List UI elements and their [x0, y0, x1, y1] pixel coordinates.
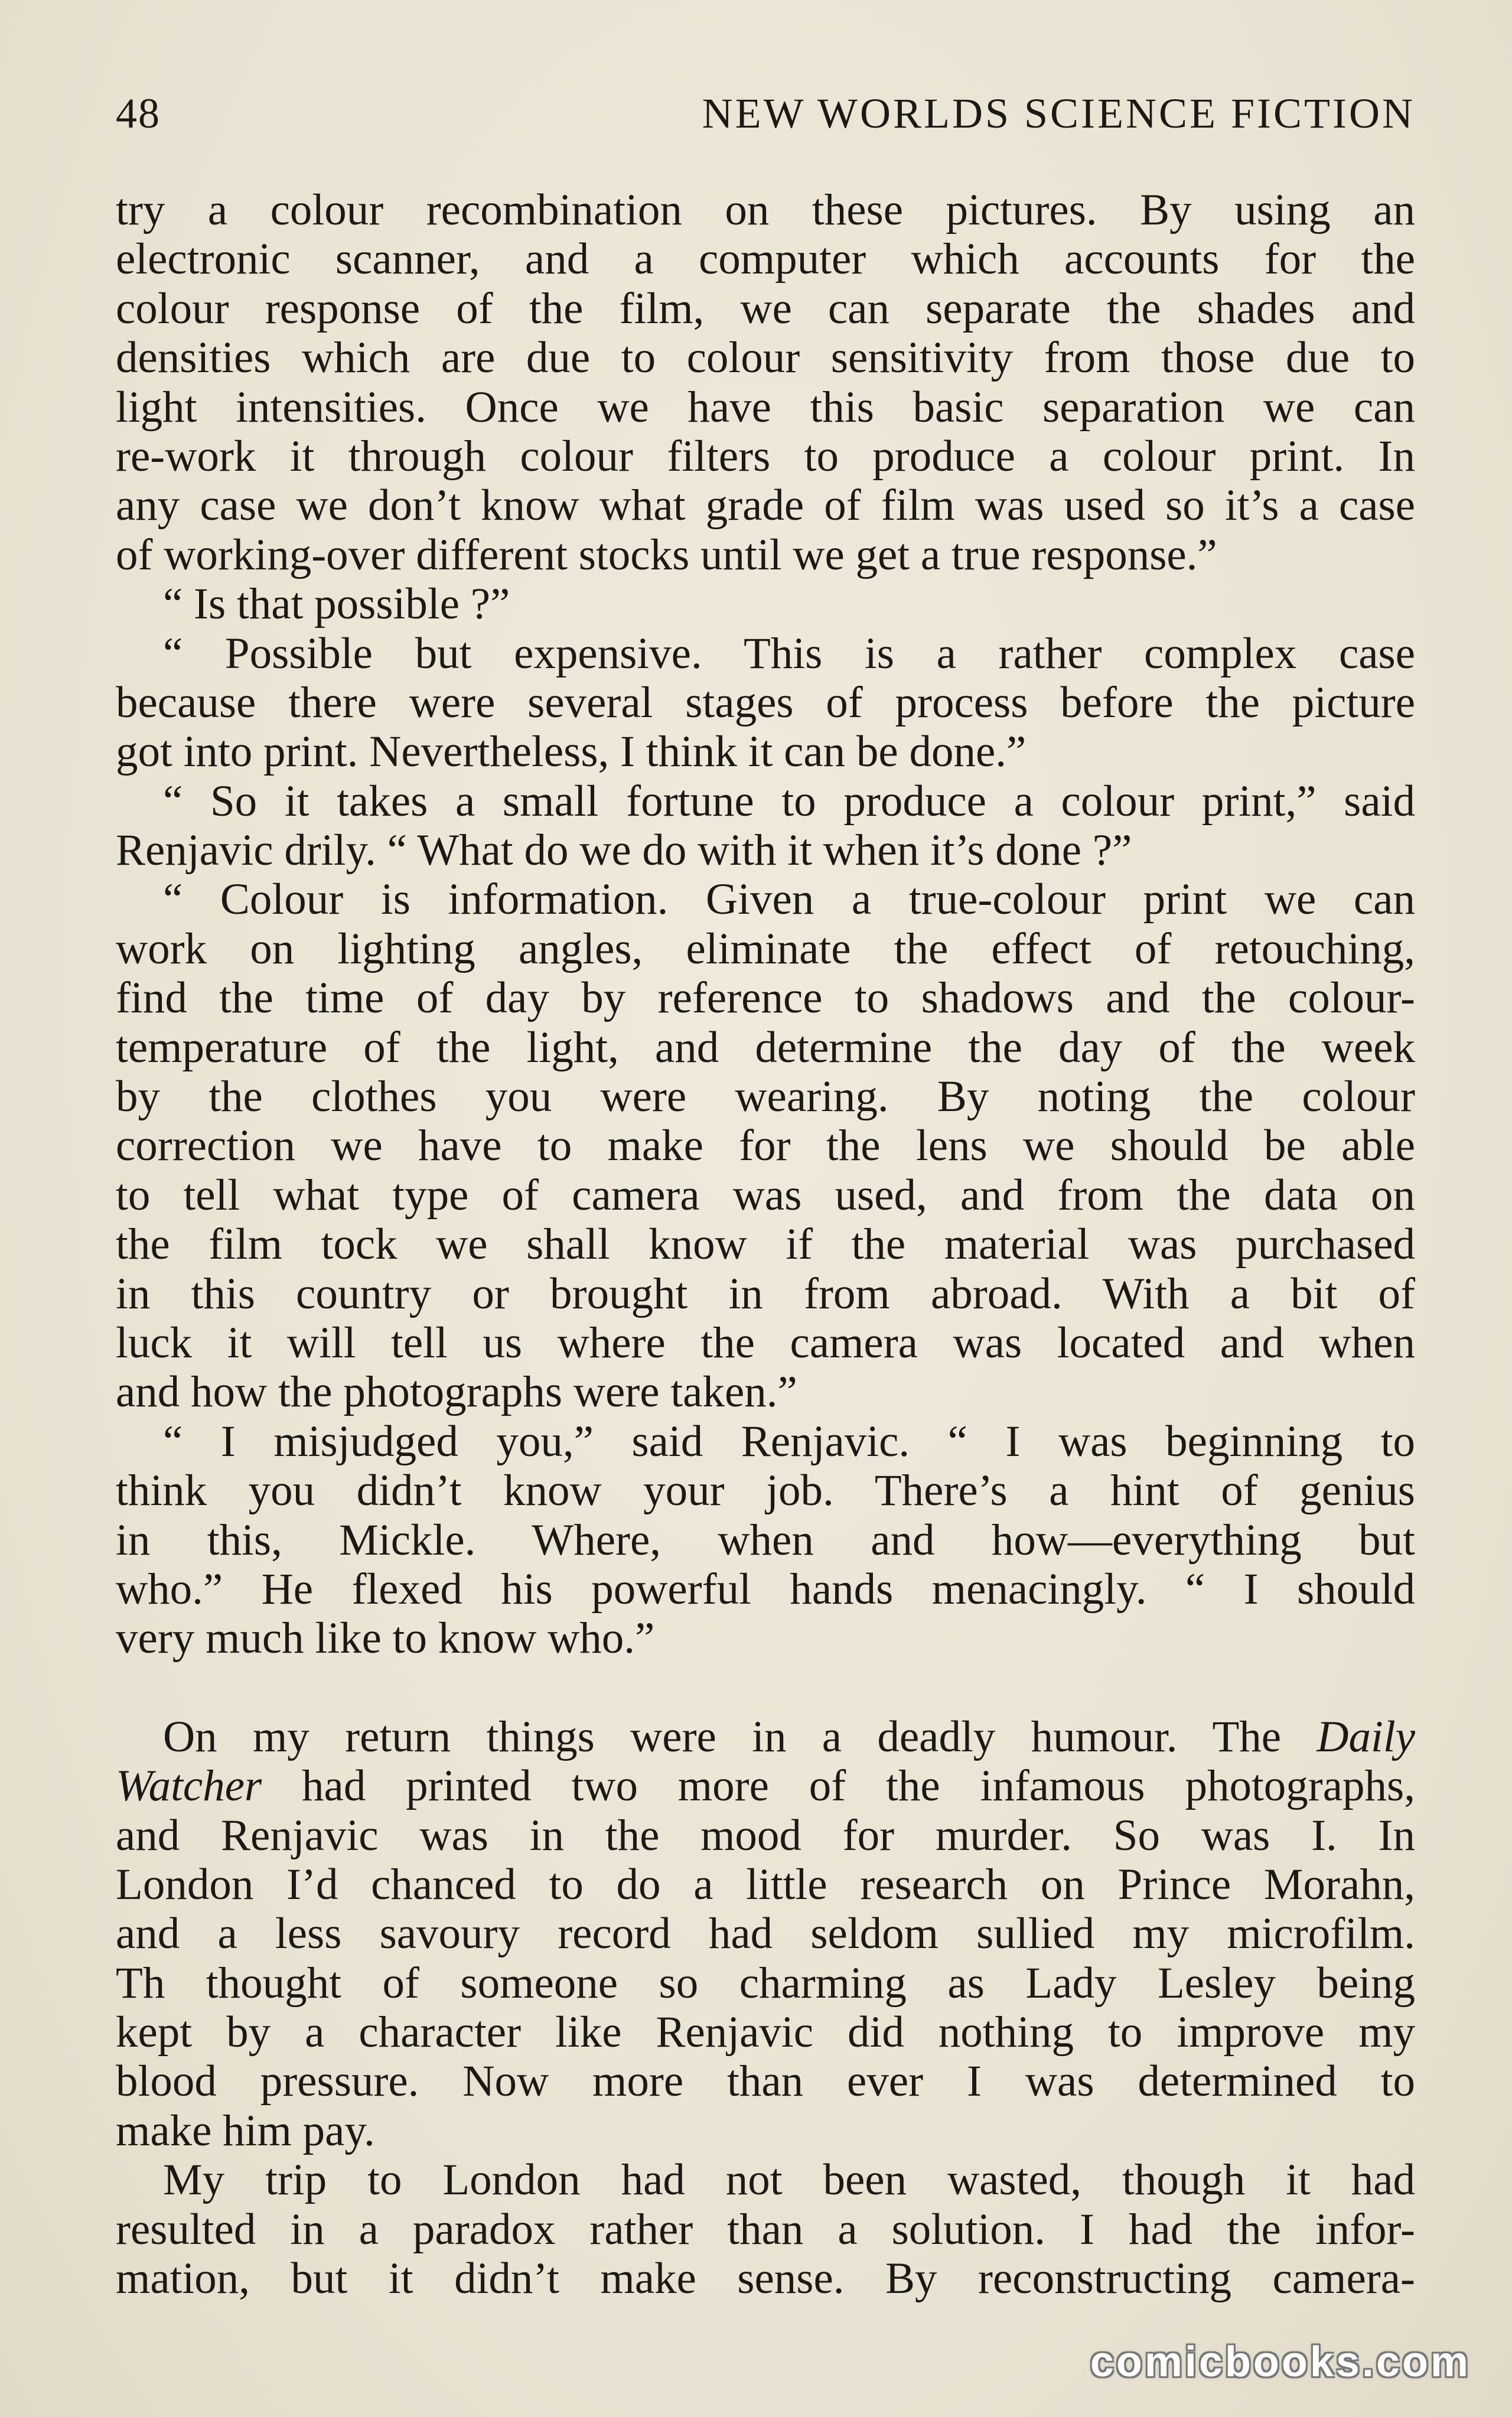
text-line: light intensities. Once we have this basic separation we can: [116, 382, 1415, 432]
text-line: London I’d chanced to do a little research on Prince Morahn,: [116, 1859, 1415, 1909]
text-line: the film tock we shall know if the material was purchased: [116, 1220, 1415, 1269]
text-line: because there were several stages of process before the picture: [116, 677, 1415, 727]
text-line: densities which are due to colour sensitivity from those due to: [116, 333, 1415, 383]
page-number: 48: [116, 90, 161, 137]
body-text: [116, 185, 1415, 2303]
text-line: [116, 1761, 1415, 1810]
text-line: temperature of the light, and determine the day of the week: [116, 1022, 1415, 1072]
text-line: in this country or brought in from abroad. With a bit of: [116, 1269, 1415, 1318]
section-break: [116, 1663, 1415, 1712]
text-line: blood pressure. Now more than ever I was determined to: [116, 2057, 1415, 2106]
page-header: [116, 84, 1415, 143]
text-line: correction we have to make for the lens we should be able: [116, 1121, 1415, 1171]
text-line: electronic scanner, and a computer which accounts for the: [116, 234, 1415, 284]
text-line: “ So it takes a small fortune to produce a colour print,” said: [163, 776, 1415, 826]
text-line: [116, 1712, 1415, 1761]
text-line: “ Possible but expensive. This is a rather complex case: [163, 628, 1415, 678]
text-line: Th thought of someone so charming as Lady Lesley being: [116, 1958, 1415, 2008]
text-line: and how the photographs were taken.”: [116, 1367, 797, 1417]
text-line: of working-over different stocks until we get a true response.”: [116, 530, 1217, 579]
text-line: resulted in a paradox rather than a solution. I had the infor-: [116, 2204, 1415, 2254]
text-line: make him pay.: [116, 2106, 375, 2155]
text-line: “ Is that possible ?”: [163, 579, 510, 629]
text-run: On my return things were in a deadly humour. The: [163, 1712, 1317, 1761]
italic-title: Daily: [1317, 1712, 1415, 1761]
text-line: re-work it through colour filters to produce a colour print. In: [116, 431, 1415, 481]
text-line: very much like to know who.”: [116, 1614, 655, 1663]
text-line: kept by a character like Renjavic did nothing to improve my: [116, 2008, 1415, 2057]
text-line: luck it will tell us where the camera was located and when: [116, 1318, 1415, 1367]
text-line: work on lighting angles, eliminate the effect of retouching,: [116, 924, 1415, 973]
text-line: mation, but it didn’t make sense. By reconstructing camera-: [116, 2254, 1415, 2304]
watermark-logo: comicbooks.com: [1090, 2338, 1471, 2386]
text-line: think you didn’t know your job. There’s a hint of genius: [116, 1466, 1415, 1516]
text-line: find the time of day by reference to shadows and the colour-: [116, 973, 1415, 1023]
text-line: try a colour recombination on these pictures. By using an: [116, 185, 1415, 234]
text-line: any case we don’t know what grade of film was used so it’s a case: [116, 481, 1415, 530]
text-line: and a less savoury record had seldom sullied my microfilm.: [116, 1909, 1415, 1959]
text-line: got into print. Nevertheless, I think it can be done.”: [116, 727, 1027, 777]
running-title: NEW WORLDS SCIENCE FICTION: [702, 90, 1415, 137]
text-line: Renjavic drily. “ What do we do with it when it’s done ?”: [116, 826, 1132, 875]
text-line: and Renjavic was in the mood for murder. So was I. In: [116, 1810, 1415, 1860]
text-line: in this, Mickle. Where, when and how—everything but: [116, 1515, 1415, 1565]
text-line: by the clothes you were wearing. By noting the colour: [116, 1072, 1415, 1122]
text-line: who.” He flexed his powerful hands menacingly. “ I should: [116, 1564, 1415, 1614]
text-run: had printed two more of the infamous photographs,: [262, 1761, 1415, 1811]
text-line: “ Colour is information. Given a true-colour print we can: [163, 875, 1415, 924]
text-line: My trip to London had not been wasted, though it had: [163, 2155, 1415, 2205]
text-line: to tell what type of camera was used, and from the data on: [116, 1170, 1415, 1220]
text-line: colour response of the film, we can separate the shades and: [116, 284, 1415, 333]
italic-title: Watcher: [116, 1761, 262, 1811]
text-line: “ I misjudged you,” said Renjavic. “ I was beginning to: [163, 1416, 1415, 1466]
